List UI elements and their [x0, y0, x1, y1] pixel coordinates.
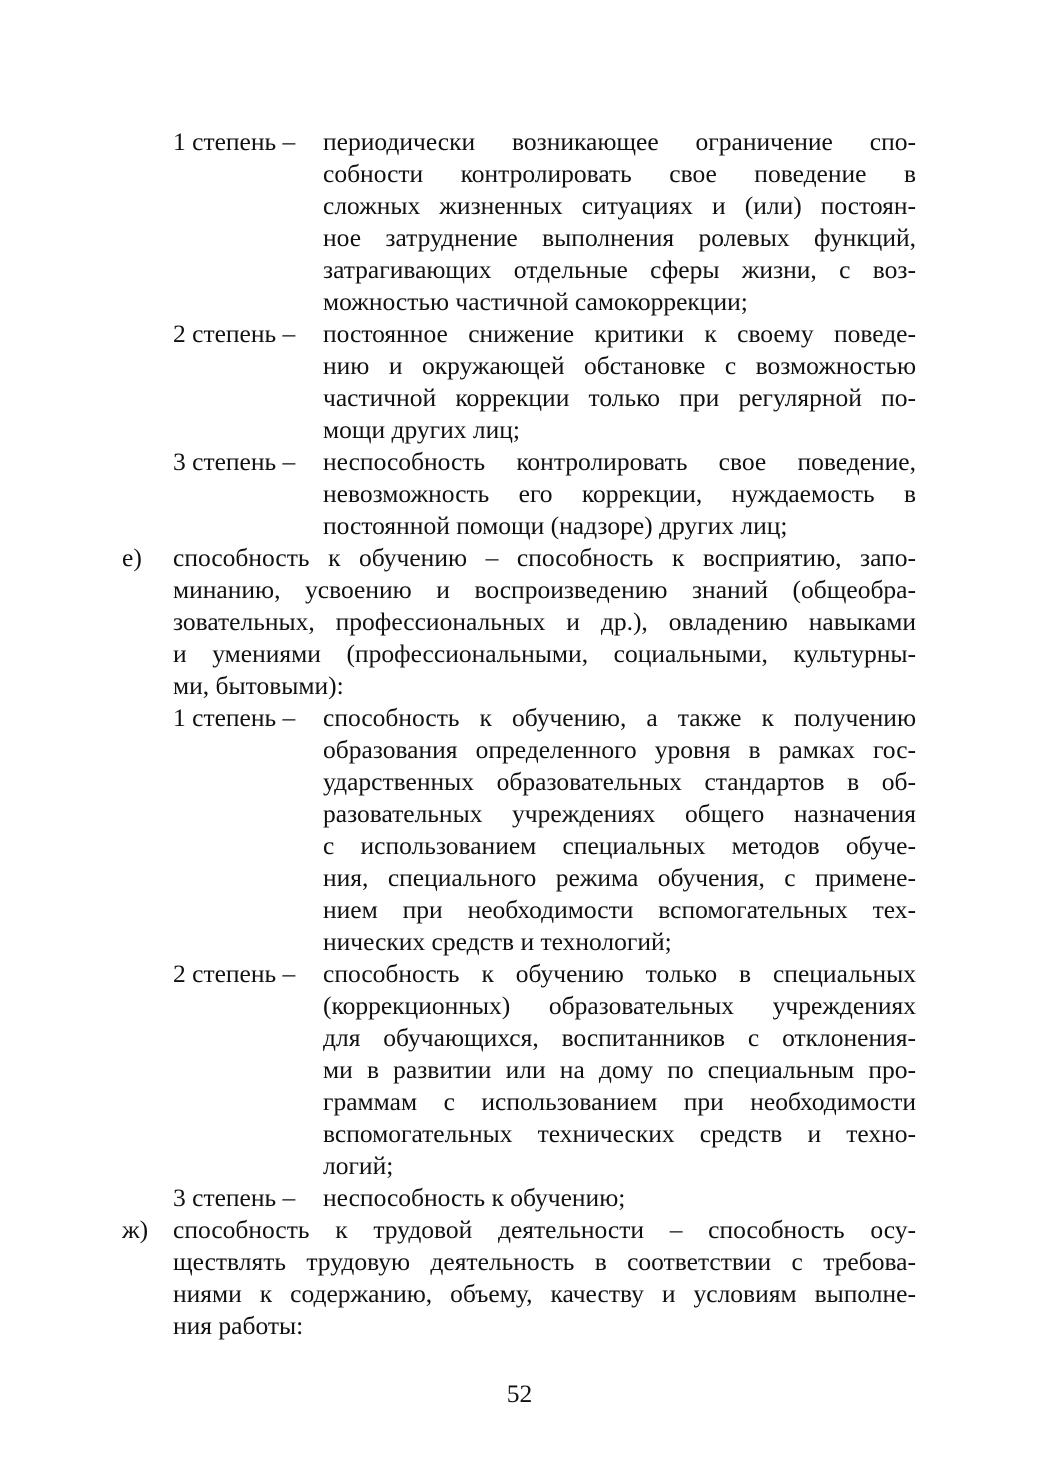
text-line: постоянной помощи (надзоре) других лиц;: [323, 511, 788, 540]
text-line: нию и окружающей обстановке с возможностью: [323, 351, 916, 380]
list-marker: е): [122, 543, 142, 572]
text-line: собности контролировать свое поведение в: [323, 159, 916, 188]
degree-label: 2 степень –: [173, 959, 296, 988]
text-line: для обучающихся, воспитанников с отклонения-: [323, 1023, 916, 1052]
degree-label: 2 степень –: [173, 319, 296, 348]
text-line: невозможность его коррекции, нуждаемость в: [323, 479, 916, 508]
text-line: с использованием специальных методов обуче-: [323, 831, 916, 860]
text-line: ниями к содержанию, объему, качеству и условиям выполне-: [173, 1279, 916, 1308]
page-number: 52: [506, 1379, 533, 1408]
text-line: способность к обучению только в специальных: [323, 959, 916, 988]
degree-label: 1 степень –: [173, 703, 296, 732]
text-line: способность к обучению, а также к получению: [323, 703, 916, 732]
text-line: логий;: [323, 1151, 394, 1180]
text-line: зовательных, профессиональных и др.), овладению навыками: [173, 607, 916, 636]
text-line: образования определенного уровня в рамках гос-: [323, 735, 916, 764]
text-line: неспособность к обучению;: [323, 1183, 626, 1212]
text-line: сложных жизненных ситуациях и (или) постоян-: [323, 191, 916, 220]
text-line: периодически возникающее ограничение спо-: [323, 127, 916, 156]
text-line: можностью частичной самокоррекции;: [323, 287, 748, 316]
text-line: способность к трудовой деятельности – способность осу-: [173, 1215, 916, 1244]
text-line: (коррекционных) образовательных учреждениях: [323, 991, 916, 1020]
text-line: граммам с использованием при необходимости: [323, 1087, 916, 1116]
text-line: ми, бытовыми):: [173, 671, 344, 700]
text-line: постоянное снижение критики к своему поведе-: [323, 319, 916, 348]
degree-label: 1 степень –: [173, 127, 296, 156]
text-line: затрагивающих отдельные сферы жизни, с воз-: [323, 255, 916, 284]
degree-label: 3 степень –: [173, 447, 296, 476]
text-line: ударственных образовательных стандартов в об-: [323, 767, 916, 796]
text-line: вспомогательных технических средств и техно-: [323, 1119, 916, 1148]
text-line: ния работы:: [173, 1311, 304, 1340]
text-line: ное затруднение выполнения ролевых функций,: [323, 223, 916, 252]
text-line: ми в развитии или на дому по специальным про-: [323, 1055, 916, 1084]
text-line: и умениями (профессиональными, социальными, культурны-: [173, 639, 916, 668]
list-marker: ж): [122, 1215, 149, 1244]
text-line: минанию, усвоению и воспроизведению знаний (общеобра-: [173, 575, 916, 604]
text-line: мощи других лиц;: [323, 415, 521, 444]
text-line: ния, специального режима обучения, с примене-: [323, 863, 916, 892]
text-line: ществлять трудовую деятельность в соответствии с требова-: [173, 1247, 916, 1276]
text-line: неспособность контролировать свое поведение,: [323, 447, 916, 476]
text-line: частичной коррекции только при регулярной по-: [323, 383, 916, 412]
text-line: разовательных учреждениях общего назначения: [323, 799, 916, 828]
degree-label: 3 степень –: [173, 1183, 296, 1212]
text-line: способность к обучению – способность к восприятию, запо-: [173, 543, 916, 572]
text-line: нических средств и технологий;: [323, 927, 672, 956]
text-line: нием при необходимости вспомогательных тех-: [323, 895, 916, 924]
